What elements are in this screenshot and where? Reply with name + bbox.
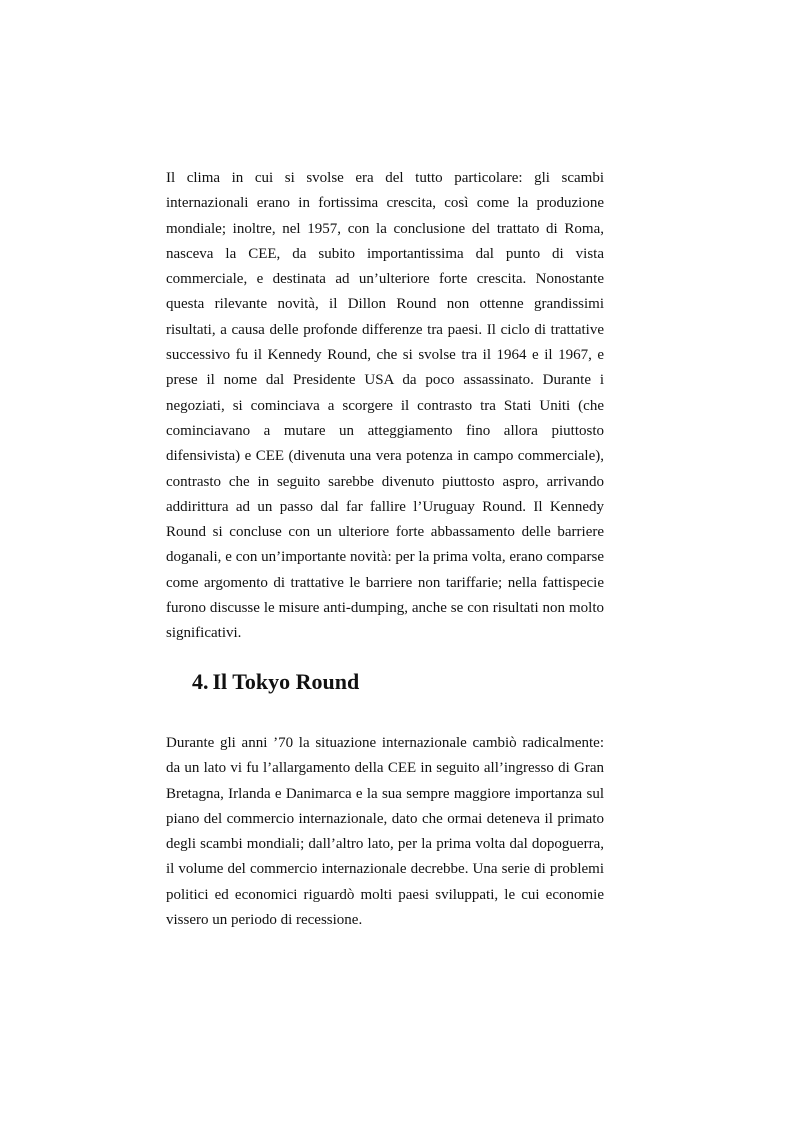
- body-paragraph-tokyo-round: Durante gli anni ’70 la situazione internazionale cambiò radicalmente: da un lato vi fu l’allargamento della CEE in seguito all’ingresso di Gran Bretagna, Irlanda e Danimarca e la sua sempre maggiore importanza sul piano del commercio internazionale, dato che ormai deteneva il primato degli scambi mondiali; dall’altro lato, per la prima volta dal dopoguerra, il volume del commercio internazionale decrebbe. Una serie di problemi politici ed economici riguardò molti paesi sviluppati, le cui economie vissero un periodo di recessione.: [166, 735, 604, 929]
- body-paragraph-kennedy-round: Il clima in cui si svolse era del tutto particolare: gli scambi internazionali erano in fortissima crescita, così come la produzione mondiale; inoltre, nel 1957, con la conclusione del trattato di Roma, nasceva la CEE, da subito importantissima dal punto di vista commerciale, e destinata ad un’ulteriore forte crescita. Nonostante questa rilevante novità, il Dillon Round non ottenne grandissimi risultati, a causa delle profonde differenze tra paesi. Il ciclo di trattative successivo fu il Kennedy Round, che si svolse tra il 1964 e il 1967, e prese il nome dal Presidente USA da poco assassinato. Durante i negoziati, si cominciava a scorgere il contrasto tra Stati Uniti (che cominciavano a mutare un atteggiamento fino allora piuttosto difensivista) e CEE (divenuta una vera potenza in campo commerciale), contrasto che in seguito sarebbe divenuto piuttosto aspro, arrivando addirittura ad un passo dal far fallire l’Uruguay Round. Il Kennedy Round si concluse con un ulteriore forte abbassamento delle barriere doganali, e con un’importante novità: per la prima volta, erano comparse come argomento di trattative le barriere non tariffarie; nella fattispecie furono discusse le misure anti-dumping, anche se con risultati non molto significativi.: [166, 170, 604, 642]
- section-title: Il Tokyo Round: [212, 669, 360, 694]
- section-number: 4.: [192, 669, 209, 694]
- section-heading: [192, 666, 359, 698]
